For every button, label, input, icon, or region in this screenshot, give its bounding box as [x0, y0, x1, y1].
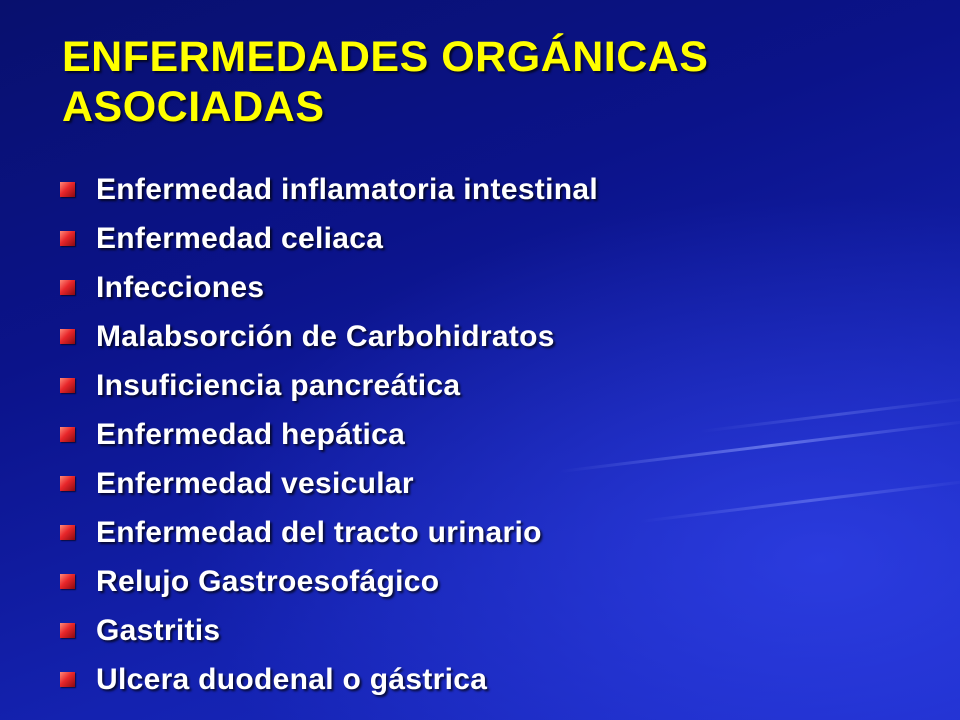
list-item: [60, 562, 598, 611]
list-item: [60, 611, 598, 660]
bullet-list: [60, 170, 598, 709]
list-item-text: Enfermedad celiaca: [96, 222, 384, 255]
red-square-bullet-icon: [60, 623, 75, 638]
list-item: [60, 170, 598, 219]
list-item: [60, 513, 598, 562]
list-item-text: Insuficiencia pancreática: [96, 369, 461, 402]
background-light-streak: [640, 479, 960, 523]
red-square-bullet-icon: [60, 182, 75, 197]
red-square-bullet-icon: [60, 574, 75, 589]
red-square-bullet-icon: [60, 231, 75, 246]
red-square-bullet-icon: [60, 525, 75, 540]
list-item-text: Infecciones: [96, 271, 265, 304]
list-item-text: Ulcera duodenal o gástrica: [96, 663, 488, 696]
list-item: [60, 317, 598, 366]
red-square-bullet-icon: [60, 672, 75, 687]
list-item-text: Malabsorción de Carbohidratos: [96, 320, 555, 353]
slide-title-line-2: ASOCIADAS: [62, 83, 325, 131]
red-square-bullet-icon: [60, 427, 75, 442]
list-item-text: Enfermedad vesicular: [96, 467, 414, 500]
red-square-bullet-icon: [60, 378, 75, 393]
list-item: [60, 415, 598, 464]
red-square-bullet-icon: [60, 476, 75, 491]
list-item-text: Enfermedad hepática: [96, 418, 406, 451]
list-item-text: Relujo Gastroesofágico: [96, 565, 440, 598]
background-light-streak: [560, 419, 960, 473]
list-item: [60, 660, 598, 709]
list-item-text: Enfermedad del tracto urinario: [96, 516, 542, 549]
list-item: [60, 366, 598, 415]
list-item-text: Gastritis: [96, 614, 221, 647]
slide-title: [62, 32, 922, 132]
list-item: [60, 268, 598, 317]
red-square-bullet-icon: [60, 329, 75, 344]
list-item: [60, 219, 598, 268]
list-item-text: Enfermedad inflamatoria intestinal: [96, 173, 598, 206]
red-square-bullet-icon: [60, 280, 75, 295]
slide-title-line-1: ENFERMEDADES ORGÁNICAS: [62, 33, 709, 81]
list-item: [60, 464, 598, 513]
